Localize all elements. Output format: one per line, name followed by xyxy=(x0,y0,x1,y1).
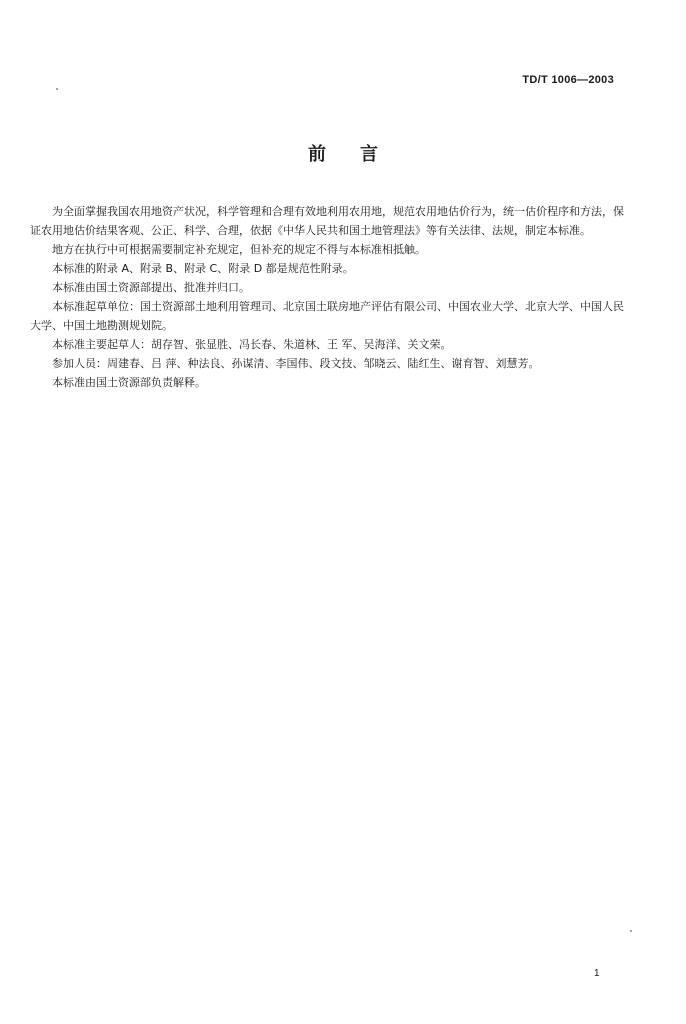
paragraph-appendices: 本标准的附录 A、附录 B、附录 C、附录 D 都是规范性附录。 xyxy=(52,262,354,275)
paragraph-main-drafters: 本标准主要起草人：胡存智、张显胜、冯长春、朱道林、王 军、吴海洋、关文荣。 xyxy=(52,338,452,351)
paragraph-drafting-units: 本标准起草单位：国土资源部土地利用管理司、北京国土联房地产评估有限公司、中国农业大学、北京大学、中国人民大学、中国土地勘测规划院。 xyxy=(30,300,624,332)
paragraph-interpretation: 本标准由国土资源部负责解释。 xyxy=(52,376,206,389)
scan-speck xyxy=(630,930,632,932)
scan-speck xyxy=(56,88,58,90)
page-number: 1 xyxy=(594,968,600,979)
page-title xyxy=(0,140,686,166)
paragraph-participants: 参加人员：周建春、吕 萍、种法良、孙谋清、李国伟、段文技、邹晓云、陆红生、谢育智、刘慧芳。 xyxy=(52,357,540,370)
paragraph-proposer: 本标准由国土资源部提出、批准并归口。 xyxy=(52,281,250,294)
title-char-2: 言 xyxy=(360,144,378,165)
paragraph-local-rules: 地方在执行中可根据需要制定补充规定，但补充的规定不得与本标准相抵触。 xyxy=(52,243,426,256)
foreword-body xyxy=(30,202,630,392)
title-char-1: 前 xyxy=(308,144,326,165)
paragraph-purpose: 为全面掌握我国农用地资产状况，科学管理和合理有效地利用农用地，规范农用地估价行为，统一估价程序和方法，保证农用地估价结果客观、公正、科学、合理，依据《中华人民共和国土地管理法》等有关法律、法规，制定本标准。 xyxy=(30,205,624,237)
standard-code: TD/T 1006—2003 xyxy=(522,74,614,86)
